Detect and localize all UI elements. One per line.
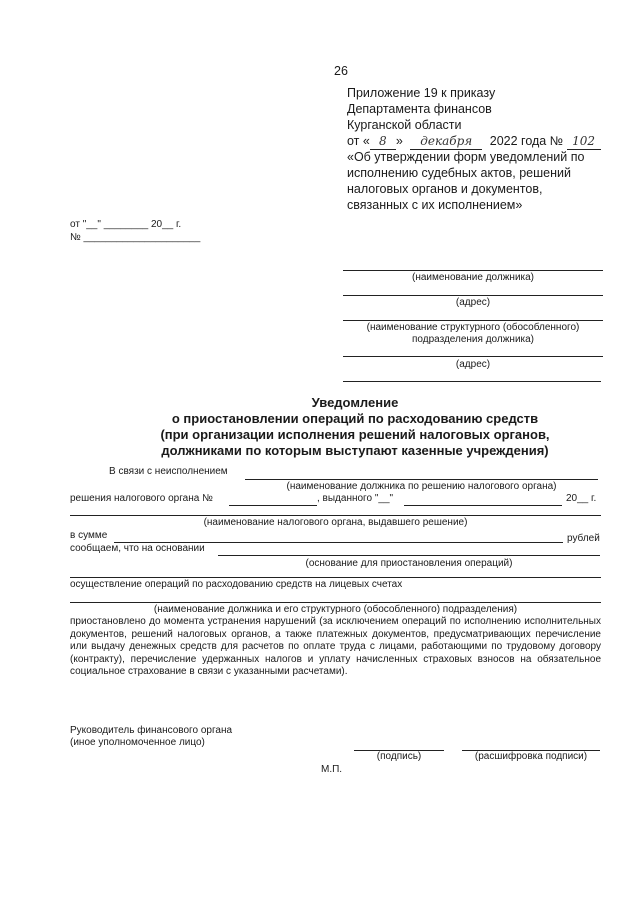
debtor-name-line	[343, 270, 603, 271]
stamp-place: М.П.	[321, 764, 343, 775]
suspension-paragraph: приостановлено до момента устранения нарушений (за исключением операций по исполнению исполнительных документов, решений налоговых органов, а также платежных документов, предусматривающих перечисление или выдачу денежных средств для расчетов по оплате труда с лицами, работающими по трудовому договору (контракту), перечисление удержанных налогов и уплату начисленных страховых взносов на обязательное социальное страхование в связи с указанными расчетами).	[70, 616, 601, 678]
rubles-label: рублей	[567, 533, 600, 544]
caption-subdivision-1: (наименование структурного (обособленного)	[366, 322, 580, 333]
date-year-text: 2022 года №	[489, 134, 564, 148]
tax-authority-line	[70, 515, 601, 516]
head-title-1: Руководитель финансового органа	[70, 725, 233, 736]
debtor-decision-line	[245, 479, 598, 480]
appendix-line-3: Курганской области	[347, 118, 462, 132]
recipient-bottom-line	[343, 381, 601, 382]
notice-title-1: Уведомление	[311, 395, 399, 410]
subdivision-line	[343, 320, 603, 321]
issued-date-line	[404, 505, 562, 506]
caption-basis: (основание для приостановления операций)	[305, 558, 513, 569]
basis-line	[218, 555, 600, 556]
notice-title-2: о приостановлении операций по расходованию средств	[171, 411, 539, 426]
date-day: 8	[370, 134, 396, 150]
caption-signature: (подпись)	[376, 751, 422, 762]
decision-label: решения налогового органа №	[70, 493, 213, 504]
notify-label: сообщаем, что на основании	[70, 543, 205, 554]
caption-debtor-subdivision: (наименование должника и его структурного (обособленного) подразделения)	[153, 604, 518, 615]
appendix-subject-2: исполнению судебных актов, решений	[347, 166, 571, 180]
caption-transcript: (расшифровка подписи)	[474, 751, 588, 762]
address-line-2	[343, 356, 603, 357]
debtor-subdivision-line	[70, 602, 601, 603]
appendix-date-line	[347, 134, 601, 150]
operations-line: осуществление операций по расходованию средств на лицевых счетах	[70, 579, 403, 590]
decision-number-line	[229, 505, 317, 506]
issued-label: , выданного "__"	[317, 493, 394, 504]
caption-tax-authority: (наименование налогового органа, выдавшего решение)	[203, 517, 468, 528]
doc-number-line: № _____________________	[70, 232, 201, 243]
address-line-1	[343, 295, 603, 296]
caption-address-1: (адрес)	[455, 297, 491, 308]
operations-top-line	[70, 577, 601, 578]
caption-debtor-name: (наименование должника)	[411, 272, 535, 283]
appendix-subject-4: связанных с их исполнением»	[347, 198, 523, 212]
date-month: декабря	[410, 134, 482, 150]
caption-address-2: (адрес)	[455, 359, 491, 370]
year-suffix: 20__ г.	[566, 493, 597, 504]
caption-debtor-decision: (наименование должника по решению налогового органа)	[286, 481, 557, 492]
caption-subdivision-2: подразделения должника)	[411, 334, 535, 345]
appendix-line-2: Департамента финансов	[347, 102, 492, 116]
order-number: 102	[567, 134, 601, 150]
date-mid: »	[395, 134, 403, 148]
head-title-2: (иное уполномоченное лицо)	[70, 737, 205, 748]
in-connection-label: В связи с неисполнением	[109, 466, 228, 477]
appendix-line-1: Приложение 19 к приказу	[347, 86, 496, 100]
appendix-subject-3: налоговых органов и документов,	[347, 182, 543, 196]
appendix-subject-1: «Об утверждении форм уведомлений по	[347, 150, 585, 164]
page-number: 26	[334, 64, 348, 78]
doc-date-line: от "__" ________ 20__ г.	[70, 219, 182, 230]
date-prefix: от «	[347, 134, 370, 148]
amount-label: в сумме	[70, 530, 108, 541]
notice-title-3: (при организации исполнения решений налоговых органов,	[160, 427, 550, 442]
notice-title-4: должниками по которым выступают казенные учреждения)	[161, 443, 549, 458]
